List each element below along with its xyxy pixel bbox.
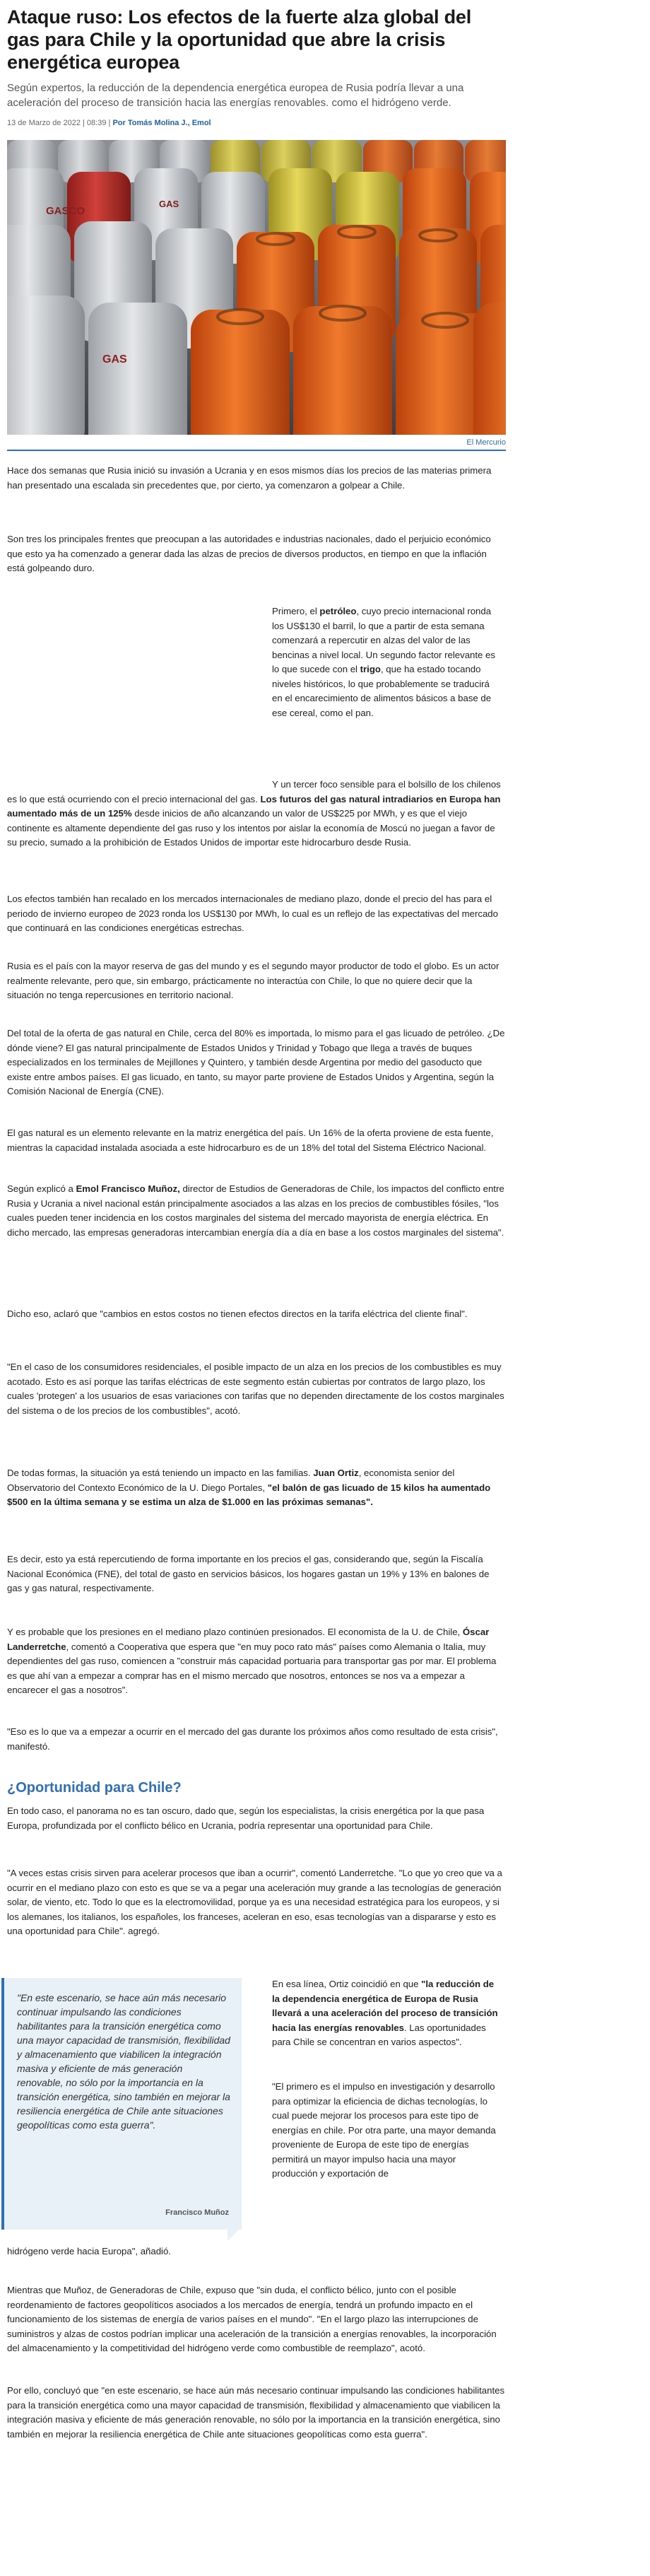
paragraph-14 [7, 1625, 506, 1698]
text-span: Y es probable que los presiones en el mediano plazo continúen presionados. El economista de la U. de Chile, [7, 1627, 463, 1637]
pull-quote-tail [228, 2230, 239, 2241]
paragraph-16: En todo caso, el panorama no es tan oscuro, dado que, según los especialistas, la crisis energética por la que pasa Europa, profundizada por el conflicto bélico en Ucrania, podría representar una oportunidad para Chile. [7, 1805, 485, 1831]
text-span: desde inicios de año alcanzando un valor de US$225 por MWh, y es que el viejo continente es altamente dependiente del gas ruso y los intentos por aislar la economía de Moscú no juegan a favor de su precio, sumado a la prohibición de Estados Unidos de importar este hidrocarburo desde Rusia. [7, 808, 495, 848]
paragraph-3 [272, 604, 499, 720]
person-juan-ortiz: Juan Ortiz [313, 1468, 359, 1478]
text-span: Según explicó a [7, 1183, 76, 1194]
paragraph-13: Es decir, esto ya está repercutiendo de forma importante en los precios el gas, considerando que, según la Fiscalía Nacional Económica (FNE), del total de gasto en servicios básicos, los hogares gastan un 19% y 13% en balones de gas y gas natural, respectivamente. [7, 1554, 490, 1593]
paragraph-15: "Eso es lo que va a empezar a ocurrir en el mercado del gas durante los próximos años como resultado de esta crisis", manifestó. [7, 1726, 498, 1752]
paragraph-10: Dicho eso, aclaró que "cambios en estos costos no tienen efectos directos en la tarifa eléctrica del cliente final". [7, 1309, 468, 1319]
text-span: En esa línea, Ortiz coincidió en que [272, 1979, 422, 1989]
highlight-gas-futures: Los futuros del gas natural intradiarios en Europa han aumentado más de un 125% [7, 793, 501, 819]
paragraph-12 [7, 1466, 506, 1510]
paragraph-9 [7, 1182, 506, 1240]
paragraph-21: Por ello, concluyó que "en este escenario, se hace aún más necesario continuar impulsando las condiciones habilitantes para la transición energética como una mayor capacidad de transmisión, flexibilidad y almacenamiento que viabilicen la integración masiva y eficiente de más generación renovable, no sólo por la importancia en la transición energética, sino también en mejorar la resiliencia energética de Chile ante situaciones geopolíticas como esta guerra". [7, 2385, 505, 2440]
article [7, 0, 506, 451]
text-span: , cuyo precio internacional ronda los US$130 el barril, lo que a partir de esta semana comenzará a repercutir en alzas del valor de las bencinas a nivel local. Un segundo factor relevante es lo que sucede con el [272, 606, 495, 674]
paragraph-17: "A veces estas crisis sirven para acelerar procesos que iban a ocurrir", comentó Landerretche. "Lo que yo creo que va a ocurrir en el mediano plazo con esto es que se va a pegar una aceleración muy grande a las tecnologías de generación solar, de viento, etc. Todo lo que es la electromovilidad, porque ya es una necesidad estratégica para los europeos, y si los alemanes, los italianos, los españoles, los franceses, aceleran en eso, esas tecnologías van a dispararse y esto es una oportunidad para Chile". agregó. [7, 1868, 502, 1936]
paragraph-7: Del total de la oferta de gas natural en Chile, cerca del 80% es importada, lo mismo para el gas licuado de petróleo. ¿De dónde viene? El gas natural principalmente de Estados Unidos y Trinidad y Tobago que llega a través de buques especializados en los terminales de Mejillones y Quintero, y también desde Argentina por medio del gasoducto que existe entre ambos países. El gas licuado, en tanto, su mayor parte proviene de Estados Unidos y Argentina, según la Comisión Nacional de Energía (CNE). [7, 1028, 505, 1096]
text-span: Y un tercer foco sensible para el bolsillo de los chilenos es lo que está ocurriendo con el precio internacional del gas. [7, 779, 501, 804]
pull-quote-author: Francisco Muñoz [165, 2208, 229, 2217]
paragraph-19: "El primero es el impulso en investigación y desarrollo para optimizar la eficiencia de dichas tecnologías, lo cual puede mejorar los procesos para este tipo de energías en chile. Por otra parte, una mayor demanda proveniente de Europa de este tipo de energías permitirá un mayor impulso hacia una mayor producción y exportación de [272, 2081, 496, 2179]
cylinder-label-gasco: GASCO [46, 205, 85, 217]
paragraph-6: Rusia es el país con la mayor reserva de gas del mundo y es el segundo mayor productor de todo el globo. Es un actor realmente relevante, pero que, sin embargo, prácticamente no interactúa con Chile, lo que no quiere decir que la situación no tenga repercusiones en territorio nacional. [7, 961, 500, 1000]
paragraph-4 [7, 778, 506, 850]
pull-quote-text: "En este escenario, se hace aún más necesario continuar impulsando las condiciones habilitantes para la transición energética como una mayor capacidad de transmisión, flexibilidad y almacenamiento que viabilicen la integración masiva y eficiente de más generación renovable, no sólo por la importancia en la transición energética, sino también en mejorar la resiliencia energética de Chile ante situaciones geopolíticas como esta guerra". [17, 1992, 230, 2131]
highlight-transition: "la reducción de la dependencia energética de Europa de Rusia llevará a una aceleración del proceso de transición hacia las energías renovables [272, 1979, 498, 2033]
article-title: Ataque ruso: Los efectos de la fuerte alza global del gas para Chile y la oportunidad que abre la crisis energética europea [7, 6, 472, 73]
cylinder-label-gas-2: GAS [102, 353, 127, 365]
article-lead: Según expertos, la reducción de la dependencia energética europea de Rusia podría llevar a una aceleración del proceso de transición hacia las energías renovables. como el hidrógeno verde. [7, 82, 464, 109]
text-span: Primero, el [272, 606, 320, 616]
paragraph-5: Los efectos también han recalado en los mercados internacionales de mediano plazo, donde el precio del has para el periodo de invierno europeo de 2023 ronda los US$130 por MWh, lo cual es un reflejo de las expectativas del mercado que continuará en las condiciones energéticas estrechas. [7, 894, 498, 933]
paragraph-19-tail: hidrógeno verde hacia Europa", añadió. [7, 2246, 171, 2256]
cylinder-label-gas-1: GAS [159, 199, 179, 209]
keyword-trigo: trigo [360, 664, 381, 674]
article-meta [7, 119, 506, 127]
highlight-gas-price: "el balón de gas licuado de 15 kilos ha aumentado $500 en la última semana y se estima un alza de $1.000 en las próximas semanas". [7, 1482, 491, 1507]
paragraph-2: Son tres los principales frentes que preocupan a las autoridades e industrias nacionales, dado el perjuicio económico que esto ya ha comenzado a generar dada las alzas de precios de diversos productos, en tiempo en que la inflación está golpeando duro. [7, 534, 491, 573]
text-span: , comentó a Cooperativa que espera que "en muy poco rato más" países como Alemania o Italia, muy dependientes del gas ruso, comiencen a "construir más capacidad portuaria para transportar gas por mar. El problema es que ahí van a empezar a comprar has en el mismo mercado que nosotros, entonces se nos va a empezar a encarecer el gas a nosotros". [7, 1641, 497, 1695]
text-span: , que ha estado tocando niveles históricos, lo que probablemente se traducirá en el encarecimiento de alimentos básicos a base de ese cereal, como el pan. [272, 664, 492, 718]
paragraph-18 [272, 1977, 499, 2050]
article-date: 13 de Marzo de 2022 | 08:39 | [7, 119, 111, 127]
paragraph-11: "En el caso de los consumidores residenciales, el posible impacto de un alza en los precios de los combustibles es muy acotado. Esto es así porque las tarifas eléctricas de este segmento están cubiertas por contratos de largo plazo, los cuales 'protegen' a los usuarios de esas variaciones con tarifas que no dependen directamente de los costos marginales del sistema o de los precios de los combustibles", acotó. [7, 1362, 504, 1416]
paragraph-8: El gas natural es un elemento relevante en la matriz energética del país. Un 16% de la oferta proviene de esta fuente, mientras la capacidad instalada asociada a este hidrocarburo es de un 18% del total del Sistema Eléctrico Nacional. [7, 1128, 494, 1153]
text-span: . Las oportunidades para Chile se concentran en varios aspectos". [272, 2022, 486, 2047]
keyword-petroleo: petróleo [319, 606, 357, 616]
paragraph-20: Mientras que Muñoz, de Generadoras de Chile, expuso que "sin duda, el conflicto bélico, junto con el posible reordenamiento de factores geopolíticos asociados a los mercados de energía, tendrá un profundo impacto en el funcionamiento de los sistemas de energía de varios países en el mundo". "En el largo plazo las interrupciones de suministros y alzas de costos podrían implicar una aceleración de la transición a energías renovables, la incorporación del almacenamiento y la competitividad del hidrógeno verde como combustible de reemplazo", acotó. [7, 2285, 497, 2353]
gas-cylinders-image [7, 140, 506, 435]
article-photo [7, 140, 506, 435]
text-span: De todas formas, la situación ya está teniendo un impacto en las familias. [7, 1468, 314, 1478]
section-heading: ¿Oportunidad para Chile? [7, 1780, 182, 1796]
author-link[interactable]: Por Tomás Molina J., Emol [112, 119, 211, 127]
text-span: , economista senior del Observatorio del Contexto Económico de la U. Diego Portales, [7, 1468, 455, 1493]
person-oscar-landerretche: Óscar Landerretche [7, 1627, 490, 1652]
person-francisco-munoz: Emol Francisco Muñoz, [76, 1183, 180, 1194]
pull-quote [1, 1978, 242, 2230]
paragraph-1: Hace dos semanas que Rusia inició su invasión a Ucrania y en esos mismos días los precios de las materias primera han presentado una escalada sin precedentes que, por cierto, ya comenzaron a golpear a Chile. [7, 465, 492, 491]
text-span: director de Estudios de Generadoras de Chile, los impactos del conflicto entre Rusia y Ucrania a nivel nacional están principalmente asociados a las alzas en los precios de combustibles fósiles, "los cuales pueden tener incidencia en los costos marginales del sistema del mercado mayorista de energía eléctrica. En dicho mercado, las empresas generadoras intercambian energía día a día en base a los costos marginales del sistema". [7, 1183, 504, 1238]
photo-credit: El Mercurio [7, 435, 506, 451]
